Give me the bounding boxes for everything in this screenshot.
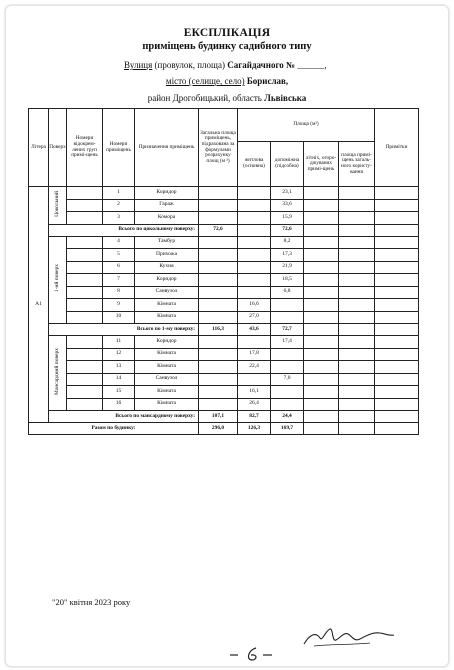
room-aux-area: 23,1 <box>271 187 304 200</box>
room-living-area <box>238 212 271 225</box>
header-area-group: Площа (м²) <box>238 109 375 142</box>
room-common-area <box>339 187 375 200</box>
group-number-cell <box>67 249 103 262</box>
group-number-cell <box>67 212 103 225</box>
floor-total-aux: 24,4 <box>271 411 304 423</box>
floor-name: 1-ий поверх <box>53 264 60 293</box>
room-notes <box>375 261 419 274</box>
room-number: 12 <box>103 348 135 361</box>
room-aux-area <box>271 386 304 399</box>
room-total-area <box>199 373 238 386</box>
room-notes <box>375 336 419 349</box>
room-purpose: Кімната <box>135 299 199 312</box>
room-notes <box>375 286 419 299</box>
building-letter: А1 <box>29 187 49 423</box>
room-total-area <box>199 187 238 200</box>
table-row <box>29 212 419 225</box>
room-living-area <box>238 261 271 274</box>
grand-total-living: 126,3 <box>238 423 271 435</box>
room-aux-area <box>271 348 304 361</box>
room-aux-area: 17,3 <box>271 249 304 262</box>
floor-name: Мансардний поверх <box>53 348 60 396</box>
floor-name-cell <box>49 187 67 225</box>
group-number-cell <box>67 199 103 212</box>
room-living-area: 26,4 <box>238 398 271 411</box>
room-notes <box>375 212 419 225</box>
street-name: Сагайдачного № <box>227 60 296 70</box>
room-total-area <box>199 212 238 225</box>
room-summer-area <box>304 361 339 374</box>
room-purpose: Коридор <box>135 187 199 200</box>
floor-total-aux: 72,7 <box>271 324 304 336</box>
city-hint: місто (селище, село) <box>165 76 245 86</box>
table-row <box>29 249 419 262</box>
room-summer-area <box>304 199 339 212</box>
floor-total-area: 116,3 <box>199 324 238 336</box>
floor-total-summer <box>304 411 339 423</box>
room-living-area <box>238 286 271 299</box>
group-number-cell <box>67 336 103 349</box>
floor-total-living <box>238 224 271 236</box>
group-number-cell <box>67 348 103 361</box>
header-notes: Примітки <box>375 109 419 187</box>
room-common-area <box>339 274 375 287</box>
address-city-line <box>0 76 454 86</box>
header-room-numbers: Номери приміщень <box>103 109 135 187</box>
document-date: "20" квітня 2023 року <box>52 597 131 607</box>
header-summer: літніх, огоро-джуваних примі-щень <box>304 142 339 187</box>
table-row <box>29 348 419 361</box>
room-aux-area <box>271 361 304 374</box>
room-summer-area <box>304 249 339 262</box>
room-common-area <box>339 212 375 225</box>
room-summer-area <box>304 348 339 361</box>
room-purpose: Гараж <box>135 199 199 212</box>
floor-name: Цокольний <box>53 190 60 217</box>
room-notes <box>375 398 419 411</box>
table-row <box>29 361 419 374</box>
room-living-area <box>238 236 271 249</box>
room-notes <box>375 361 419 374</box>
group-number-cell <box>67 286 103 299</box>
room-summer-area <box>304 187 339 200</box>
room-purpose: Санвузол <box>135 373 199 386</box>
floor-total-notes <box>375 324 419 336</box>
floor-total-row <box>29 224 419 236</box>
room-living-area: 16,1 <box>238 386 271 399</box>
table-row <box>29 398 419 411</box>
floor-total-living: 43,6 <box>238 324 271 336</box>
room-notes <box>375 311 419 324</box>
room-notes <box>375 348 419 361</box>
room-total-area <box>199 348 238 361</box>
room-number: 3 <box>103 212 135 225</box>
grand-total-aux: 169,7 <box>271 423 304 435</box>
room-living-area <box>238 373 271 386</box>
room-summer-area <box>304 286 339 299</box>
floor-total-common <box>339 224 375 236</box>
group-number-cell <box>67 299 103 312</box>
floor-total-summer <box>304 224 339 236</box>
room-aux-area <box>271 398 304 411</box>
room-aux-area: 18,5 <box>271 274 304 287</box>
room-purpose: Кімната <box>135 398 199 411</box>
room-summer-area <box>304 236 339 249</box>
room-total-area <box>199 236 238 249</box>
floor-total-summer <box>304 324 339 336</box>
room-purpose: Тамбур <box>135 236 199 249</box>
floor-total-common <box>339 411 375 423</box>
room-notes <box>375 187 419 200</box>
room-summer-area <box>304 386 339 399</box>
room-summer-area <box>304 311 339 324</box>
room-purpose: Коридор <box>135 336 199 349</box>
room-aux-area: 17,4 <box>271 336 304 349</box>
street-blank: ______, <box>297 60 327 70</box>
room-purpose: Комора <box>135 212 199 225</box>
table-row <box>29 286 419 299</box>
room-notes <box>375 386 419 399</box>
room-total-area <box>199 274 238 287</box>
table-row <box>29 311 419 324</box>
group-number-cell <box>67 236 103 249</box>
room-number: 14 <box>103 373 135 386</box>
room-number: 15 <box>103 386 135 399</box>
room-living-area: 16,6 <box>238 299 271 312</box>
floor-total-common <box>339 324 375 336</box>
room-total-area <box>199 336 238 349</box>
room-common-area <box>339 311 375 324</box>
table-row <box>29 274 419 287</box>
room-common-area <box>339 286 375 299</box>
floor-total-area: 72,6 <box>199 224 238 236</box>
group-number-cell <box>67 386 103 399</box>
room-living-area <box>238 199 271 212</box>
room-aux-area: 33,6 <box>271 199 304 212</box>
room-total-area <box>199 286 238 299</box>
floor-total-row <box>29 411 419 423</box>
room-total-area <box>199 261 238 274</box>
page-number <box>226 644 276 664</box>
header-purpose: Призначення приміщень <box>135 109 199 187</box>
group-number-cell <box>67 274 103 287</box>
floor-total-aux: 72,6 <box>271 224 304 236</box>
room-number: 9 <box>103 299 135 312</box>
room-purpose: Санвузол <box>135 286 199 299</box>
table-row <box>29 236 419 249</box>
room-aux-area: 6,8 <box>271 286 304 299</box>
room-common-area <box>339 373 375 386</box>
room-common-area <box>339 249 375 262</box>
room-common-area <box>339 398 375 411</box>
floor-total-row <box>29 324 419 336</box>
group-number-cell <box>67 187 103 200</box>
floor-total-notes <box>375 411 419 423</box>
room-notes <box>375 199 419 212</box>
room-common-area <box>339 299 375 312</box>
room-purpose: Кімната <box>135 386 199 399</box>
header-total-area: Загальна площа приміщень, підрахована за формулами розрахунку площ (м ²) <box>199 109 238 187</box>
table-row <box>29 261 419 274</box>
grand-total-row <box>29 423 419 435</box>
room-total-area <box>199 199 238 212</box>
room-number: 8 <box>103 286 135 299</box>
room-number: 16 <box>103 398 135 411</box>
room-number: 2 <box>103 199 135 212</box>
room-living-area: 22,4 <box>238 361 271 374</box>
room-total-area <box>199 398 238 411</box>
floor-name-cell <box>49 236 67 324</box>
table-row <box>29 187 419 200</box>
signature <box>300 620 400 650</box>
table-row <box>29 336 419 349</box>
table-row <box>29 299 419 312</box>
room-total-area <box>199 311 238 324</box>
address-region-line <box>0 93 454 103</box>
room-purpose: Коридор <box>135 274 199 287</box>
room-living-area <box>238 249 271 262</box>
room-common-area <box>339 236 375 249</box>
room-number: 11 <box>103 336 135 349</box>
room-number: 6 <box>103 261 135 274</box>
table-row <box>29 373 419 386</box>
floor-name-cell <box>49 336 67 411</box>
room-summer-area <box>304 373 339 386</box>
floor-total-area: 107,1 <box>199 411 238 423</box>
room-living-area <box>238 336 271 349</box>
room-common-area <box>339 199 375 212</box>
floor-total-label: Всього по цокольному поверху: <box>49 224 199 236</box>
city-name: Борислав, <box>246 76 289 86</box>
room-aux-area: 15,9 <box>271 212 304 225</box>
grand-total-label: Разом по будинку: <box>29 423 199 435</box>
header-auxiliary: допоміжна (підсобна) <box>271 142 304 187</box>
room-purpose: Кімната <box>135 361 199 374</box>
room-purpose: Кімната <box>135 348 199 361</box>
street-word: Вулиця <box>124 60 153 70</box>
room-summer-area <box>304 299 339 312</box>
room-summer-area <box>304 261 339 274</box>
room-notes <box>375 274 419 287</box>
grand-total-summer <box>304 423 339 435</box>
room-aux-area <box>271 299 304 312</box>
room-total-area <box>199 361 238 374</box>
address-street-line <box>124 60 327 70</box>
header-floor: Поверх <box>49 109 67 187</box>
room-total-area <box>199 386 238 399</box>
room-aux-area: 7,0 <box>271 373 304 386</box>
room-common-area <box>339 386 375 399</box>
room-number: 10 <box>103 311 135 324</box>
header-group-numbers: Номери відокрем-лених груп примі-щень <box>67 109 103 187</box>
room-living-area <box>238 274 271 287</box>
group-number-cell <box>67 261 103 274</box>
room-common-area <box>339 261 375 274</box>
room-living-area: 17,8 <box>238 348 271 361</box>
floor-total-label: Всього по мансардному поверху: <box>49 411 199 423</box>
room-purpose: Прихожа <box>135 249 199 262</box>
room-purpose: Кухня <box>135 261 199 274</box>
document-subtitle: приміщень будинку садибного типу <box>142 41 312 52</box>
room-notes <box>375 299 419 312</box>
table-row <box>29 386 419 399</box>
room-living-area: 27,0 <box>238 311 271 324</box>
room-number: 13 <box>103 361 135 374</box>
room-notes <box>375 373 419 386</box>
room-aux-area: 21,9 <box>271 261 304 274</box>
room-number: 4 <box>103 236 135 249</box>
room-living-area <box>238 187 271 200</box>
group-number-cell <box>67 373 103 386</box>
group-number-cell <box>67 361 103 374</box>
room-summer-area <box>304 336 339 349</box>
group-number-cell <box>67 311 103 324</box>
room-common-area <box>339 336 375 349</box>
floor-total-notes <box>375 224 419 236</box>
room-common-area <box>339 361 375 374</box>
document-title: ЕКСПЛІКАЦІЯ <box>183 27 271 39</box>
room-notes <box>375 236 419 249</box>
header-letter: Літера <box>29 109 49 187</box>
table-row <box>29 199 419 212</box>
region-text: район Дрогобицький, область <box>147 93 262 103</box>
room-common-area <box>339 348 375 361</box>
room-number: 1 <box>103 187 135 200</box>
room-summer-area <box>304 274 339 287</box>
room-total-area <box>199 249 238 262</box>
floor-total-living: 82,7 <box>238 411 271 423</box>
room-summer-area <box>304 212 339 225</box>
room-aux-area: 8,2 <box>271 236 304 249</box>
grand-total-area: 296,0 <box>199 423 238 435</box>
grand-total-notes <box>375 423 419 435</box>
grand-total-common <box>339 423 375 435</box>
group-number-cell <box>67 398 103 411</box>
room-total-area <box>199 299 238 312</box>
room-summer-area <box>304 398 339 411</box>
room-number: 5 <box>103 249 135 262</box>
region-name: Львівська <box>264 93 307 103</box>
room-purpose: Кімната <box>135 311 199 324</box>
room-aux-area <box>271 311 304 324</box>
header-living: житлова (основна) <box>238 142 271 187</box>
street-hint: (провулок, площа) <box>154 60 225 70</box>
floor-total-label: Всього по 1-му поверху: <box>49 324 199 336</box>
room-notes <box>375 249 419 262</box>
header-common: площа примі-щень загаль-ного користу-вання <box>339 142 375 187</box>
explication-table <box>28 108 419 435</box>
room-number: 7 <box>103 274 135 287</box>
